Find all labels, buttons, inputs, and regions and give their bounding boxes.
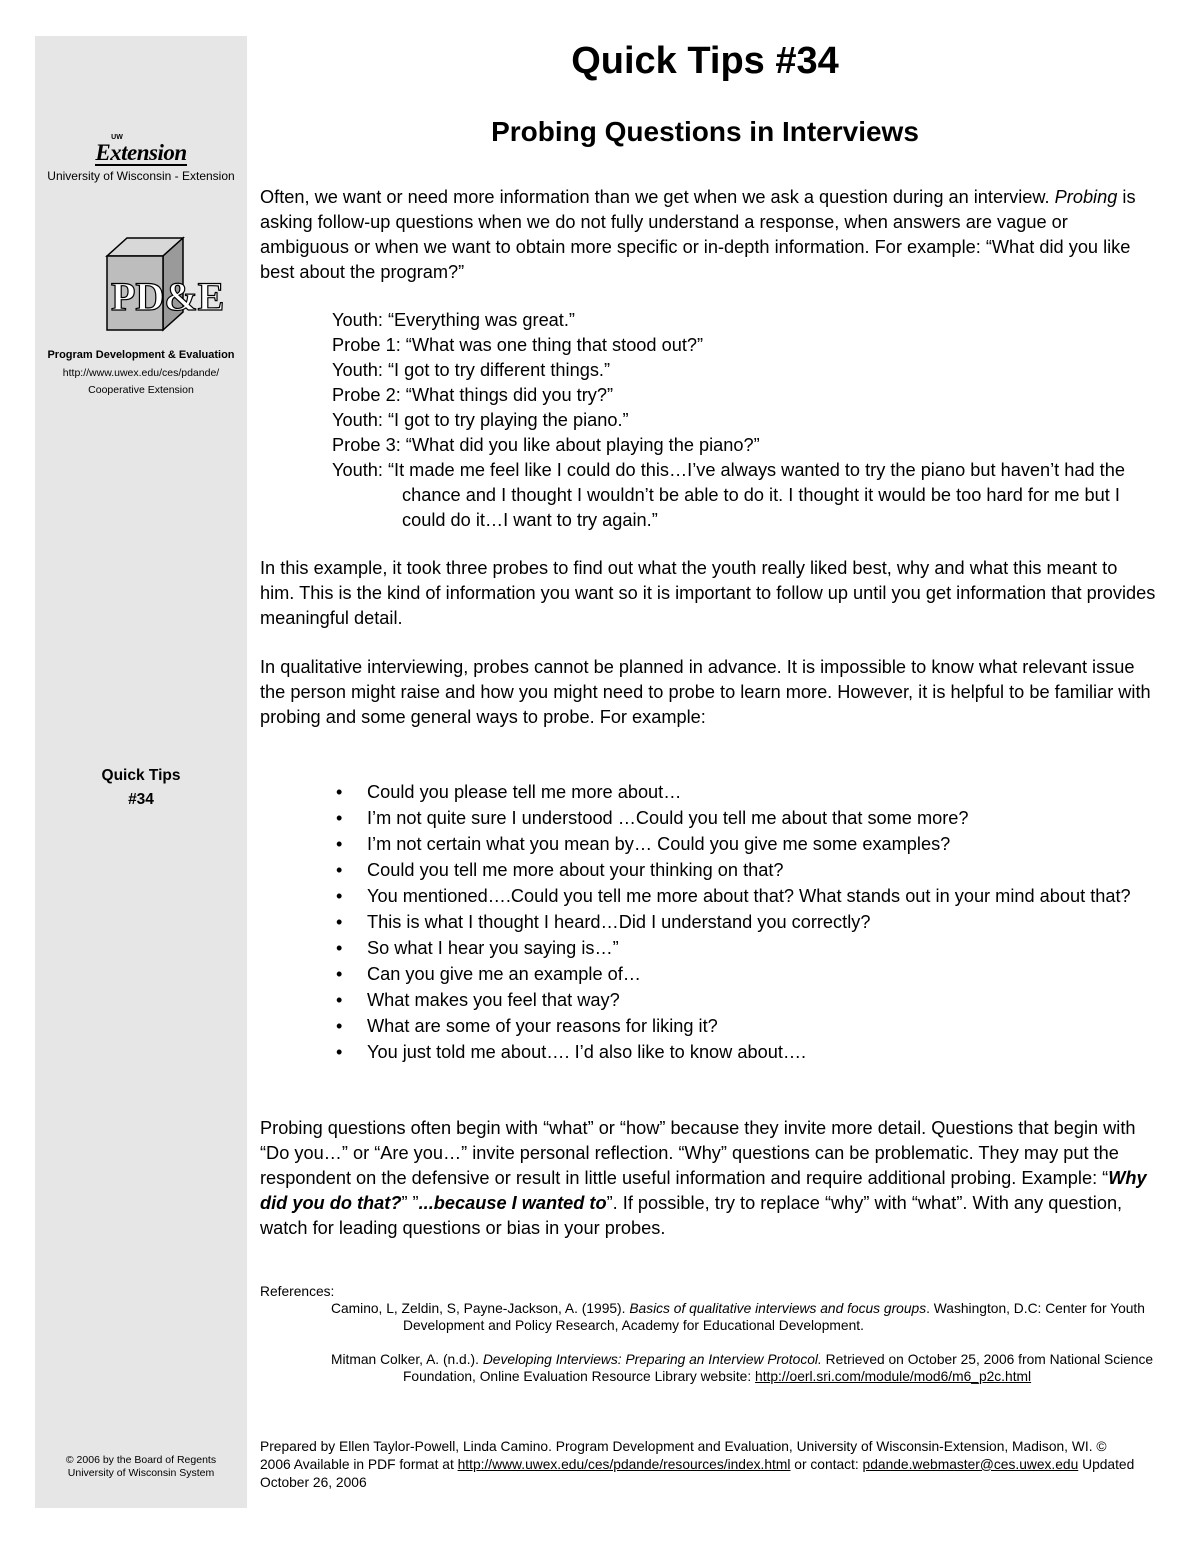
- dialog-line: Probe 1: “What was one thing that stood out?”: [332, 335, 704, 355]
- prepared-by-footer: [260, 1438, 1140, 1492]
- why-text-1: Probing questions often begin with “what” or “how” because they invite more detail. Questions that begin with “Do you…” or “Are you…” invite personal reflection. “Why” questions can be problematic. They may put the respondent on the defensive or result in little useful information and require additional probing. Example: “: [260, 1118, 1136, 1188]
- probe-text: Can you give me an example of…: [367, 964, 641, 984]
- dialog-line: Youth: “It made me feel like I could do this…I’ve always wanted to try the piano but haven’t had the chance and I thought I wouldn’t be able to do it. I thought it would be too hard for me but I could do it…I want to try again.”: [332, 460, 1125, 530]
- probe-text: What are some of your reasons for liking it?: [367, 1016, 718, 1036]
- copyright-line-2: University of Wisconsin System: [67, 1467, 215, 1479]
- example-dialog: [332, 308, 1152, 533]
- probe-list: [260, 779, 1156, 1065]
- program-title: Program Development & Evaluation: [47, 349, 235, 361]
- list-item: [260, 909, 1156, 935]
- why-example-answer: ...because I wanted to: [418, 1193, 607, 1213]
- qualitative-paragraph: In qualitative interviewing, probes cannot be planned in advance. It is impossible to know what relevant issue the person might raise and how you might need to probe to learn more. However, it is helpful to be familiar with probing and some general ways to probe. For example:: [260, 657, 1151, 727]
- copyright: [35, 1454, 247, 1480]
- logo-extension-text: Extension: [95, 140, 187, 165]
- why-example-question: Why did you do that?: [260, 1168, 1147, 1213]
- prepared-text-1: Prepared by Ellen Taylor-Powell, Linda Camino. Program Development and Evaluation, University of Wisconsin-Extension, Madison, WI. © 2006 Available in PDF format at: [260, 1438, 1107, 1472]
- dialog-line: Youth: “I got to try playing the piano.”: [332, 410, 629, 430]
- prepared-text-2: or contact:: [790, 1456, 863, 1472]
- dialog-line: Youth: “Everything was great.”: [332, 310, 575, 330]
- references-heading: References:: [260, 1284, 335, 1299]
- bullet-icon: •: [336, 990, 343, 1010]
- bullet-icon: •: [336, 964, 343, 984]
- sidebar-quick-tips-label: Quick Tips: [101, 767, 181, 784]
- copyright-line-1: © 2006 by the Board of Regents: [65, 1454, 217, 1466]
- list-item: [260, 935, 1156, 961]
- logo-uw-text: UW: [111, 134, 123, 141]
- probe-text: I’m not quite sure I understood …Could you tell me about that some more?: [367, 808, 969, 828]
- pde-logo-icon: [97, 226, 225, 336]
- list-item: [260, 883, 1156, 909]
- ref2-link[interactable]: http://oerl.sri.com/module/mod6/m6_p2c.html: [755, 1369, 1032, 1384]
- probe-text: So what I hear you saying is…”: [367, 938, 619, 958]
- example-paragraph: In this example, it took three probes to find out what the youth really liked best, why and what this meant to him. This is the kind of information you want so it is important to follow up until you get information that provides meaningful detail.: [260, 558, 1156, 628]
- dialog-line: Youth: “I got to try different things.”: [332, 360, 611, 380]
- ref2-rest: Retrieved on October 25, 2006 from National Science Foundation, Online Evaluation Resource Library website:: [403, 1352, 1154, 1384]
- references: [260, 1283, 1156, 1385]
- reference-2: [260, 1351, 1156, 1385]
- sidebar-quick-tips: [35, 764, 247, 812]
- ref1-authors: Camino, L, Zeldin, S, Payne-Jackson, A. (1995).: [331, 1301, 630, 1316]
- probe-text: Could you please tell me more about…: [367, 782, 682, 802]
- probe-text: You just told me about…. I’d also like to know about….: [367, 1042, 807, 1062]
- intro-text-1: Often, we want or need more information than we get when we ask a question during an interview.: [260, 187, 1055, 207]
- why-text-3: ”. If possible, try to replace “why” with “what”. With any question, watch for leading questions or bias in your probes.: [260, 1193, 1123, 1238]
- cooperative-extension: Cooperative Extension: [88, 384, 194, 396]
- ref2-authors: Mitman Colker, A. (n.d.).: [331, 1352, 483, 1367]
- list-item: [260, 987, 1156, 1013]
- page-title: Quick Tips #34: [571, 40, 839, 82]
- page-subtitle: Probing Questions in Interviews: [491, 116, 919, 147]
- why-paragraph: [260, 1116, 1156, 1241]
- bullet-icon: •: [336, 1016, 343, 1036]
- bullet-icon: •: [336, 782, 343, 802]
- bullet-icon: •: [336, 938, 343, 958]
- why-text-2: ” ”: [401, 1193, 419, 1213]
- dialog-line: Probe 3: “What did you like about playing the piano?”: [332, 435, 760, 455]
- ref1-title: Basics of qualitative interviews and focus groups: [629, 1301, 927, 1316]
- probe-text: Could you tell me more about your thinking on that?: [367, 860, 784, 880]
- probe-text: I’m not certain what you mean by… Could you give me some examples?: [367, 834, 951, 854]
- university-name: University of Wisconsin - Extension: [47, 169, 235, 183]
- list-item: [260, 1013, 1156, 1039]
- bullet-icon: •: [336, 912, 343, 932]
- bullet-icon: •: [336, 834, 343, 854]
- list-item: [260, 805, 1156, 831]
- intro-text-2: is asking follow-up questions when we do not fully understand a response, when answers are vague or ambiguous or when we want to obtain more specific or in-depth information. For example: “What did you like best about the program?”: [260, 187, 1136, 282]
- bullet-icon: •: [336, 860, 343, 880]
- bullet-icon: •: [336, 886, 343, 906]
- intro-paragraph: [260, 185, 1156, 285]
- ref2-title: Developing Interviews: Preparing an Interview Protocol.: [482, 1352, 822, 1367]
- list-item: [260, 831, 1156, 857]
- list-item: [260, 857, 1156, 883]
- pdf-link[interactable]: http://www.uwex.edu/ces/pdande/resources/index.html: [457, 1456, 791, 1472]
- sidebar: [35, 36, 247, 1508]
- reference-1: [260, 1300, 1156, 1334]
- uw-extension-logo: [35, 134, 247, 166]
- list-item: [260, 779, 1156, 805]
- probe-text: This is what I thought I heard…Did I understand you correctly?: [367, 912, 871, 932]
- program-url: http://www.uwex.edu/ces/pdande/: [62, 367, 220, 379]
- list-item: [260, 961, 1156, 987]
- probe-text: What makes you feel that way?: [367, 990, 620, 1010]
- sidebar-quick-tips-number: #34: [128, 791, 154, 808]
- probe-text: You mentioned….Could you tell me more about that? What stands out in your mind about that?: [367, 886, 1131, 906]
- probing-term: Probing: [1054, 187, 1118, 207]
- list-item: [260, 1039, 1156, 1065]
- ref1-rest: . Washington, D.C: Center for Youth Development and Policy Research, Academy for Educational Development.: [403, 1301, 1145, 1333]
- contact-email-link[interactable]: pdande.webmaster@ces.uwex.edu: [862, 1456, 1079, 1472]
- prepared-text-3: Updated October 26, 2006: [260, 1456, 1135, 1490]
- bullet-icon: •: [336, 808, 343, 828]
- pde-logo-text: PD&E: [111, 274, 225, 319]
- bullet-icon: •: [336, 1042, 343, 1062]
- dialog-line: Probe 2: “What things did you try?”: [332, 385, 614, 405]
